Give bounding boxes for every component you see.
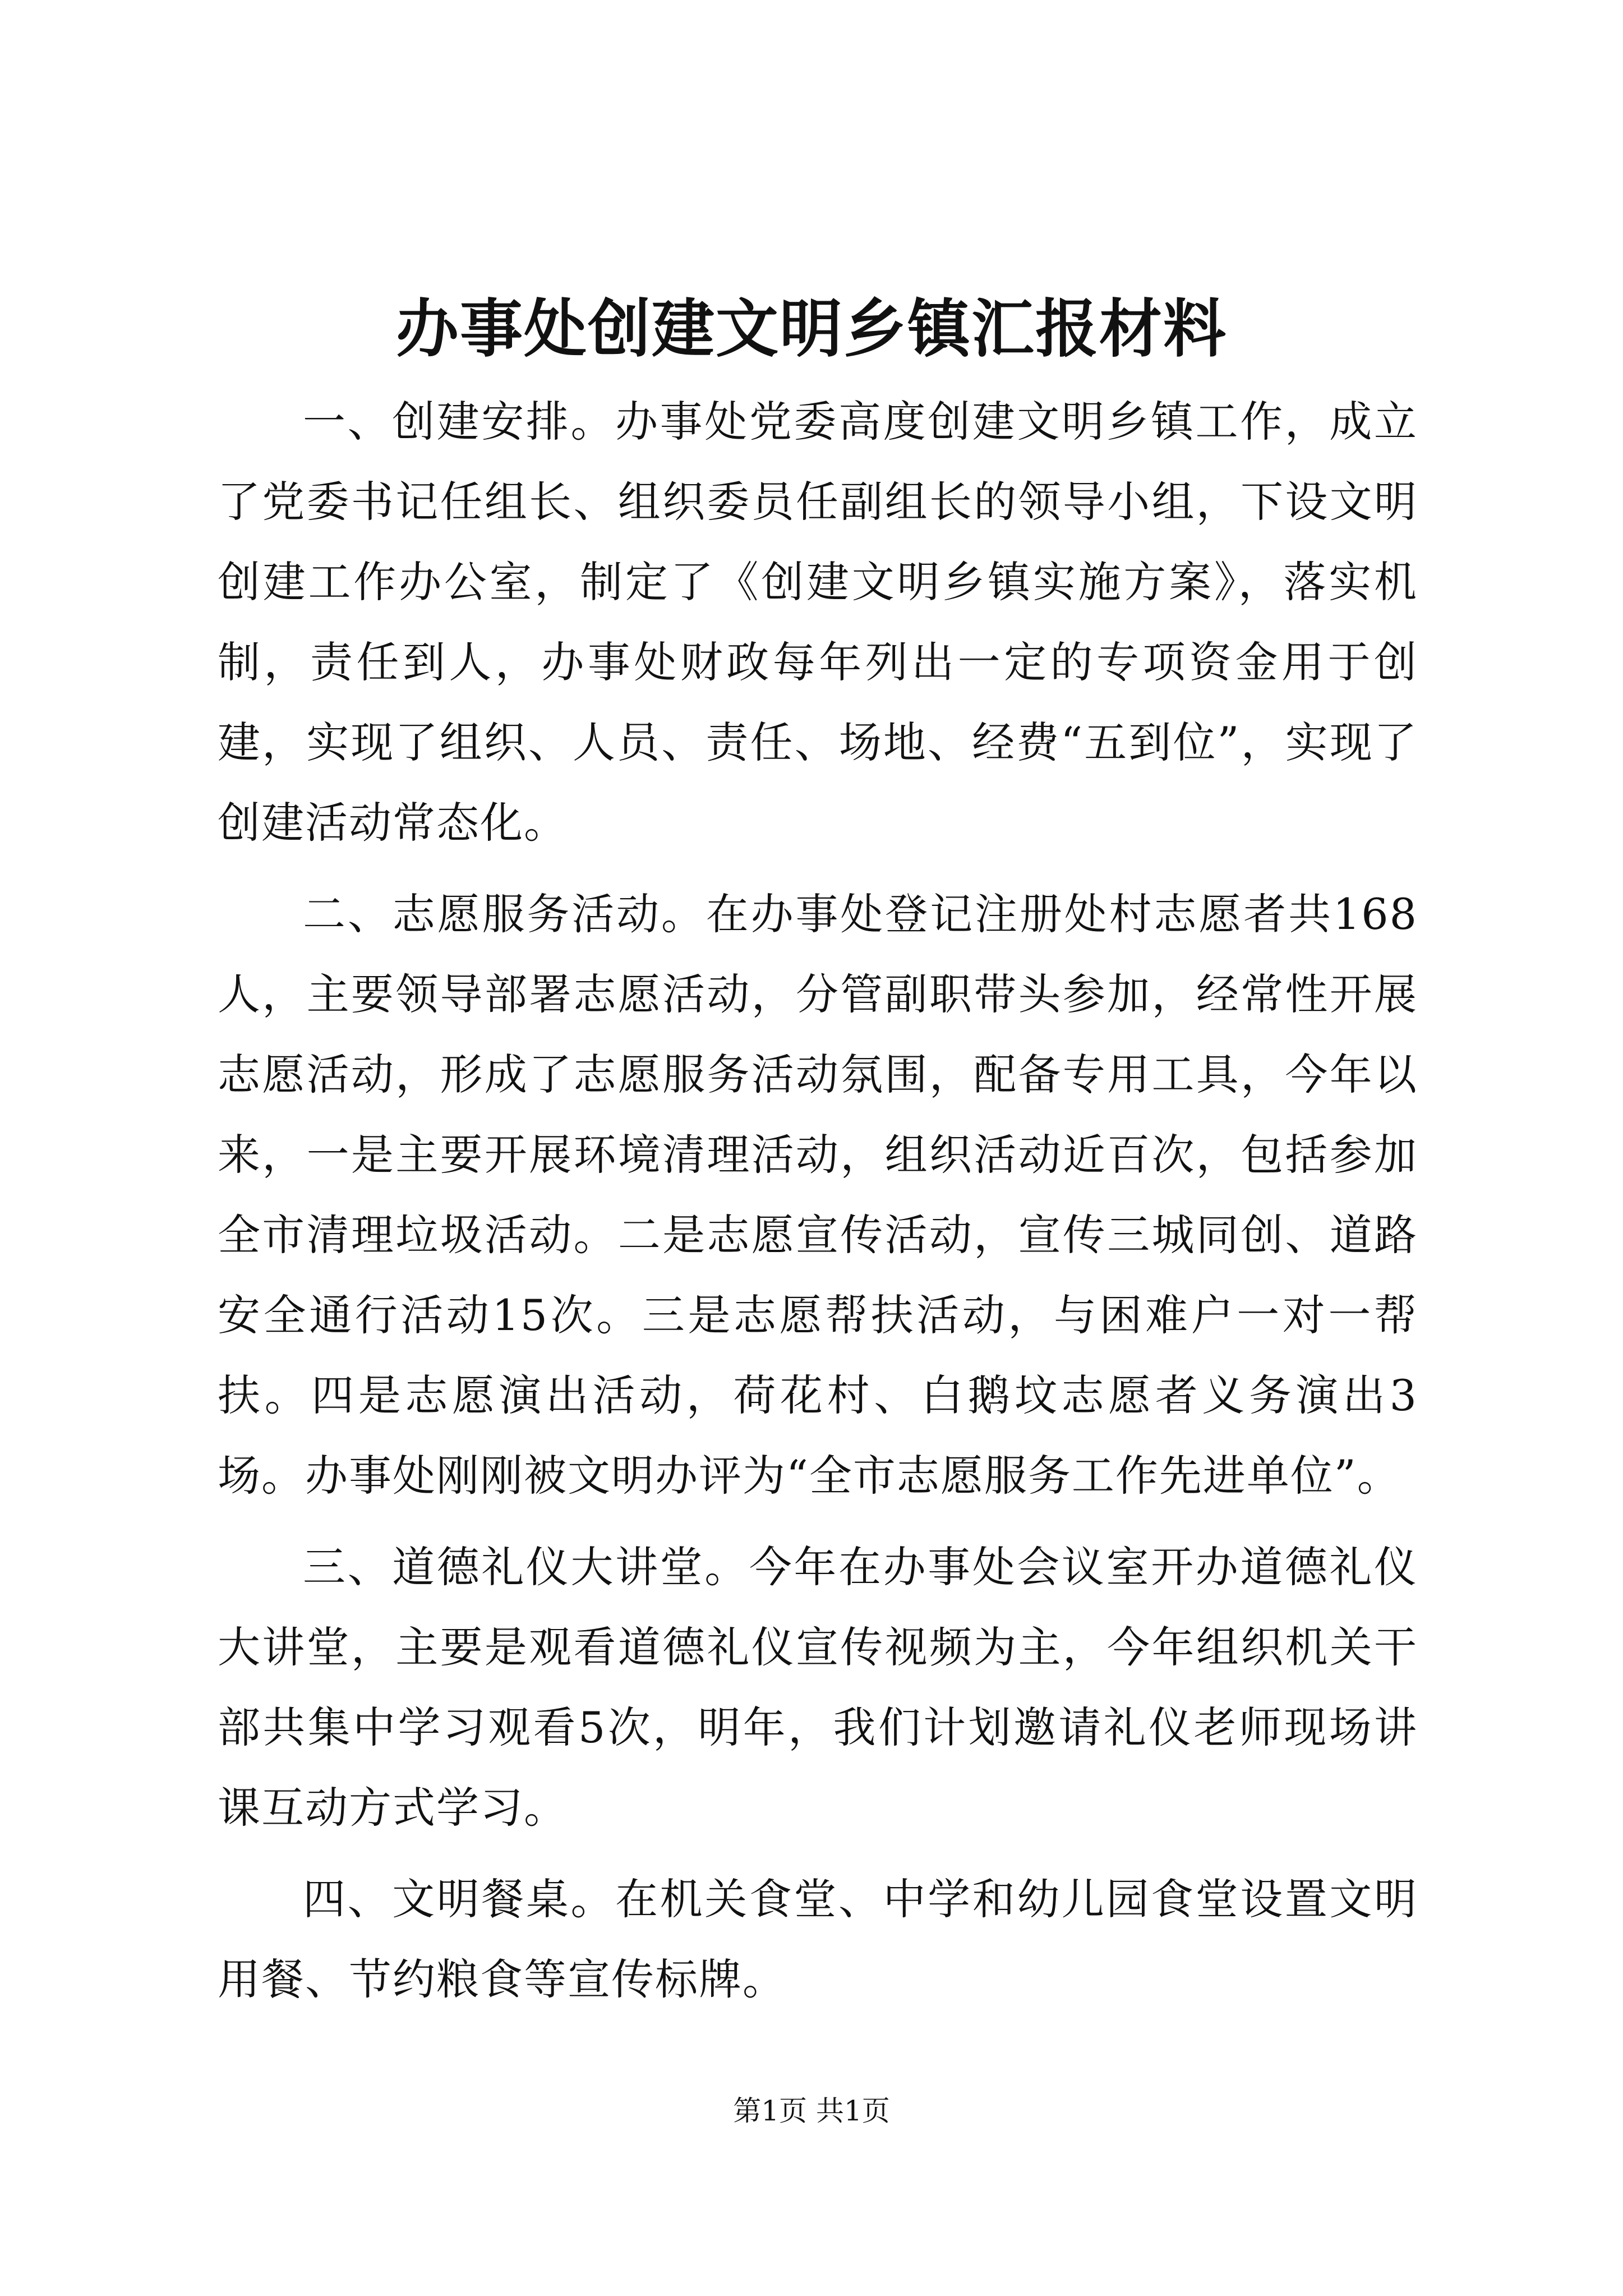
document-body bbox=[218, 381, 1418, 2019]
paragraph-etiquette-lecture: 三、道德礼仪大讲堂。今年在办事处会议室开办道德礼仪大讲堂，主要是观看道德礼仪宣传视频为主，今年组织机关干部共集中学习观看5次，明年，我们计划邀请礼仪老师现场讲课互动方式学习。 bbox=[218, 1542, 1418, 1833]
paragraph-volunteer-service: 二、志愿服务活动。在办事处登记注册处村志愿者共168人，主要领导部署志愿活动，分管副职带头参加，经常性开展志愿活动，形成了志愿服务活动氛围，配备专用工具，今年以来，一是主要开展环境清理活动，组织活动近百次，包括参加全市清理垃圾活动。二是志愿宣传活动，宣传三城同创、道路安全通行活动15次。三是志愿帮扶活动，与困难户一对一帮扶。四是志愿演出活动，荷花村、白鹅坟志愿者义务演出3场。办事处刚刚被文明办评为“全市志愿服务工作先进单位”。 bbox=[218, 889, 1418, 1501]
paragraph-creation-arrangement: 一、创建安排。办事处党委高度创建文明乡镇工作，成立了党委书记任组长、组织委员任副组长的领导小组，下设文明创建工作办公室，制定了《创建文明乡镇实施方案》，落实机制，责任到人，办事处财政每年列出一定的专项资金用于创建，实现了组织、人员、责任、场地、经费“五到位”，实现了创建活动常态化。 bbox=[218, 397, 1418, 848]
document-title: 办事处创建文明乡镇汇报材料 bbox=[396, 292, 1227, 366]
page-footer: 第1页 共1页 bbox=[733, 2095, 890, 2127]
paragraph-civilized-dining: 四、文明餐桌。在机关食堂、中学和幼儿园食堂设置文明用餐、节约粮食等宣传标牌。 bbox=[218, 1874, 1418, 2004]
